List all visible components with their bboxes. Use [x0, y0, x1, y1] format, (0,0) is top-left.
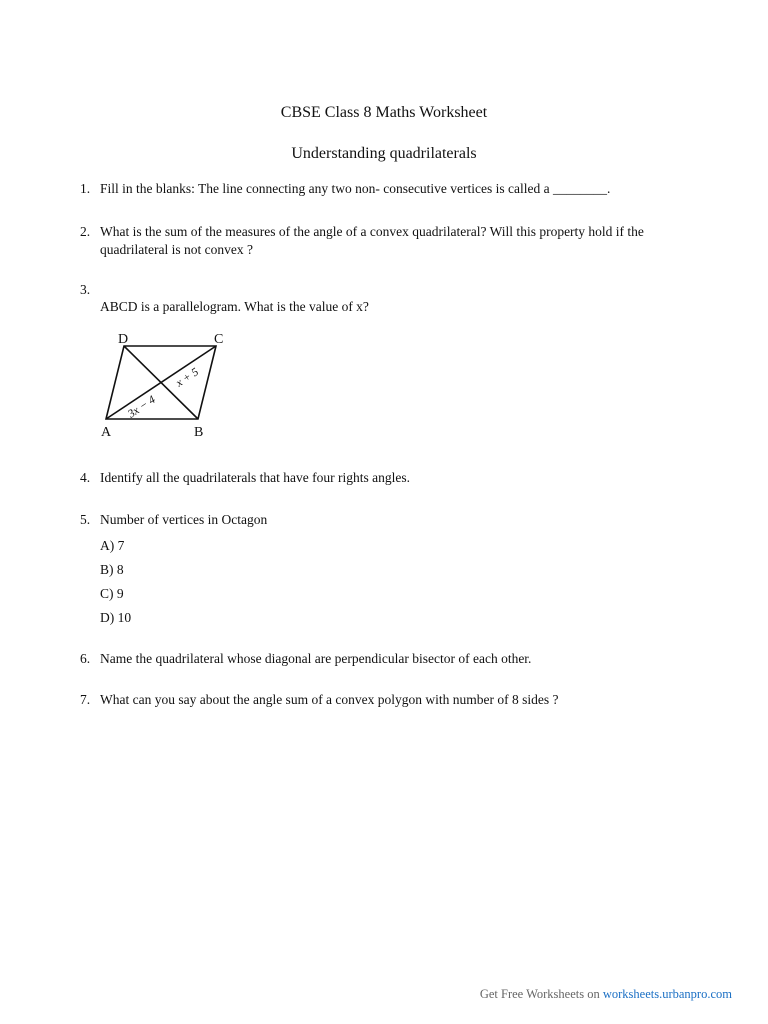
vertex-label-b: B [194, 425, 204, 440]
segment-label-ao: 3x − 4 [126, 393, 158, 421]
question-text: Identify all the quadrilaterals that have four rights angles. [100, 470, 411, 485]
question-number: 5. [80, 512, 91, 527]
question-number: 6. [80, 651, 91, 666]
question-number: 2. [80, 224, 91, 239]
option-a: A) 7 [100, 538, 125, 553]
footer [480, 987, 732, 1002]
option-c: C) 9 [100, 586, 124, 601]
question-text: What is the sum of the measures of the angle of a convex quadrilateral? Will this property hold if the [100, 224, 644, 239]
question-text-continued: quadrilateral is not convex ? [100, 242, 253, 257]
footer-prefix: Get Free Worksheets on [479, 987, 603, 1001]
question-number: 7. [80, 692, 91, 707]
question-text: Number of vertices in Octagon [100, 512, 268, 527]
segment-label-oc: x + 5 [174, 366, 201, 390]
option-d: D) 10 [100, 610, 132, 625]
question-number: 1. [80, 181, 91, 196]
parallelogram-figure [98, 325, 238, 440]
vertex-label-c: C [214, 332, 224, 347]
question-text: Fill in the blanks: The line connecting any two non- consecutive vertices is called a ________. [100, 181, 611, 196]
option-b: B) 8 [100, 562, 124, 577]
vertex-label-d: D [118, 332, 129, 347]
question-number: 3. [80, 282, 91, 297]
footer-link[interactable]: worksheets.urbanpro.com [602, 987, 732, 1001]
page-subtitle: Understanding quadrilaterals [291, 145, 477, 162]
question-text: What can you say about the angle sum of a convex polygon with number of 8 sides ? [100, 692, 559, 707]
page-title: CBSE Class 8 Maths Worksheet [280, 104, 488, 121]
question-text: Name the quadrilateral whose diagonal are perpendicular bisector of each other. [100, 651, 532, 666]
vertex-label-a: A [101, 425, 112, 440]
question-number: 4. [80, 470, 91, 485]
question-text: ABCD is a parallelogram. What is the value of x? [100, 299, 369, 314]
